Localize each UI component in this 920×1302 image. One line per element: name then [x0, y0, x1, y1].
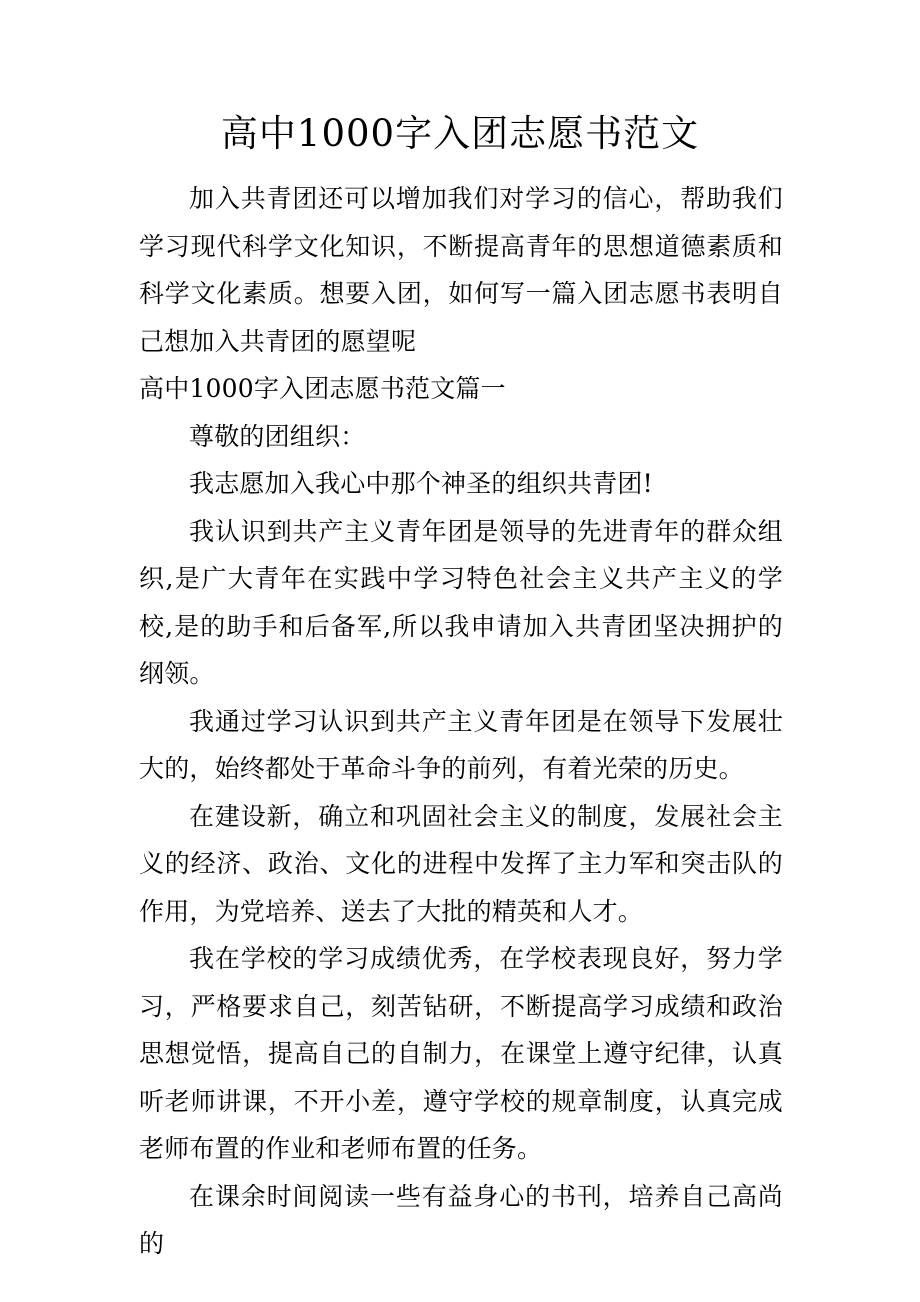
intro-paragraph: 加入共青团还可以增加我们对学习的信心，帮助我们学习现代科学文化知识，不断提高青年的思想道德素质和科学文化素质。想要入团，如何写一篇入团志愿书表明自己想加入共青团的愿望呢	[139, 184, 783, 356]
body-paragraph: 我认识到共产主义青年团是领导的先进青年的群众组织,是广大青年在实践中学习特色社会主义共产主义的学校,是的助手和后备军,所以我申请加入共青团坚决拥护的纲领。	[139, 516, 783, 688]
document-title: 高中1000字入团志愿书范文	[220, 112, 700, 155]
body-paragraph: 在建设新，确立和巩固社会主义的制度，发展社会主义的经济、政治、文化的进程中发挥了主力军和突击队的作用，为党培养、送去了大批的精英和人才。	[139, 801, 783, 926]
salutation: 尊敬的团组织：	[189, 421, 366, 451]
section-heading: 高中1000字入团志愿书范文篇一	[139, 374, 506, 403]
body-paragraph: 我通过学习认识到共产主义青年团是在领导下发展壮大的，始终都处于革命斗争的前列，有着光荣的历史。	[139, 706, 783, 783]
body-paragraph: 我志愿加入我心中那个神圣的组织共青团!	[189, 469, 653, 498]
document-body	[139, 175, 783, 1268]
body-paragraph: 在课余时间阅读一些有益身心的书刊，培养自己高尚的	[139, 1181, 783, 1258]
body-paragraph: 我在学校的学习成绩优秀，在学校表现良好，努力学习，严格要求自己，刻苦钻研，不断提高学习成绩和政治思想觉悟，提高自己的自制力，在课堂上遵守纪律，认真听老师讲课，不开小差，遵守学校的规章制度，认真完成老师布置的作业和老师布置的任务。	[139, 944, 783, 1163]
